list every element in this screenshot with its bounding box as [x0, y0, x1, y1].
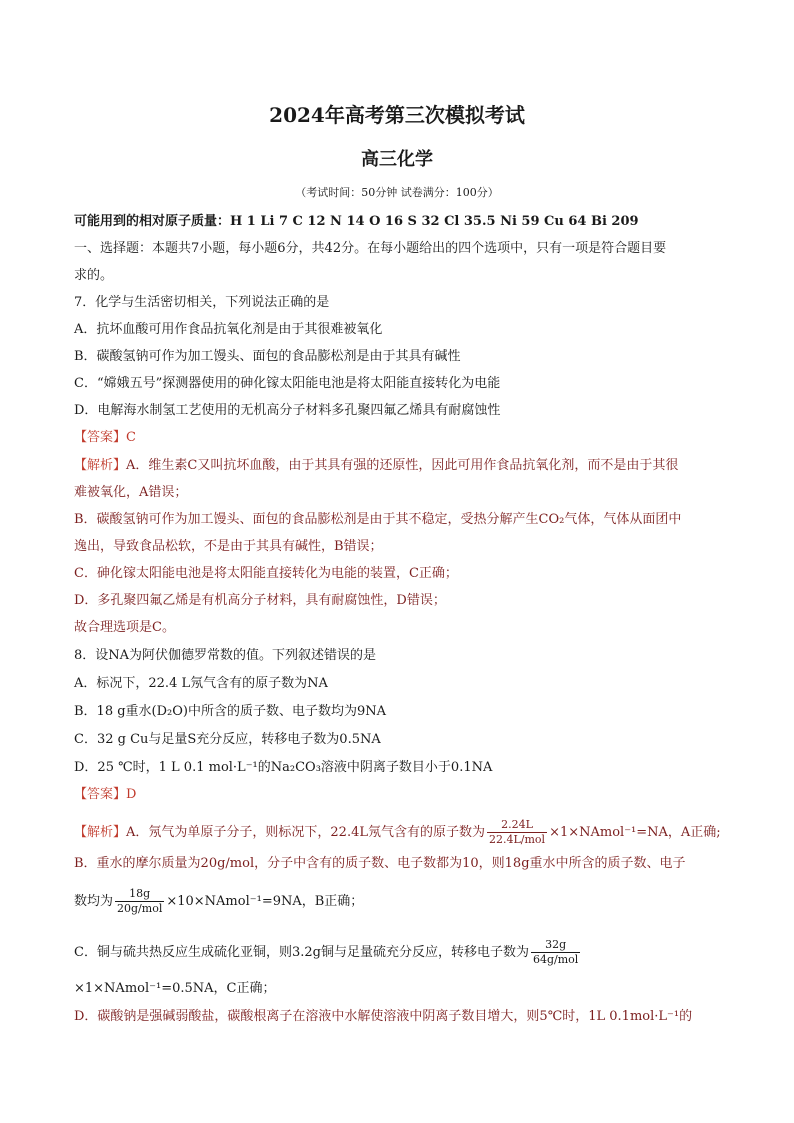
q8-analysis-c-text: C．铜与硫共热反应生成硫化亚铜，则3.2g铜与足量硫充分反应，转移电子数为 [74, 945, 529, 960]
q8-analysis-d: D．碳酸钠是强碱弱酸盐，碳酸根离子在溶液中水解使溶液中阴离子数目增大，则5℃时，1L 0.1mol·L⁻¹的 [74, 1009, 693, 1024]
q8-answer: 【答案】D [74, 787, 137, 802]
fraction-denominator: 20g/mol [117, 902, 163, 915]
q7-option-a: A．抗坏血酸可用作食品抗氧化剂是由于其很难被氧化 [74, 322, 383, 337]
q7-analysis-label: 【解析】 [74, 458, 127, 473]
q7-stem: 7．化学与生活密切相关，下列说法正确的是 [74, 295, 330, 310]
q7-answer: 【答案】C [74, 430, 136, 445]
section-intro-line1: 一、选择题：本题共7小题，每小题6分，共42分。在每小题给出的四个选项中，只有一项是符合题目要 [74, 241, 667, 256]
q7-option-c: C．“嫦娥五号”探测器使用的砷化镓太阳能电池是将太阳能直接转化为电能 [74, 376, 501, 391]
q7-analysis-line4: 逸出，导致食品松软，不是由于其具有碱性，B错误； [74, 539, 383, 554]
q8-analysis-a-tail: ×1×NAmol⁻¹=NA，A正确; [549, 825, 721, 840]
q8-option-a: A．标况下，22.4 L氖气含有的原子数为NA [74, 676, 328, 691]
q7-analysis-text: A．维生素C又叫抗坏血酸，由于其具有强的还原性，因此可用作食品抗氧化剂，而不是由于其很 [126, 458, 679, 473]
section-intro-line2: 求的。 [74, 268, 114, 283]
q7-analysis-line2: 难被氧化，A错误； [74, 485, 188, 500]
fraction-numerator: 32g [531, 938, 580, 953]
q7-analysis-line1 [74, 457, 678, 475]
q8-option-c: C．32 g Cu与足量S充分反应，转移电子数为0.5NA [74, 732, 381, 747]
q8-analysis-c-line2: ×1×NAmol⁻¹=0.5NA，C正确； [74, 981, 276, 996]
q8-stem: 8．设NA为阿伏伽德罗常数的值。下列叙述错误的是 [74, 648, 377, 663]
q8-fraction-b [115, 887, 164, 916]
exam-subtitle: 高三化学 [361, 149, 433, 170]
q8-analysis-a-text: A．氖气为单原子分子，则标况下，22.4L氖气含有的原子数为 [126, 825, 485, 840]
q8-analysis-b-text: 数均为 [74, 894, 114, 909]
q8-fraction-c [531, 938, 580, 967]
fraction-numerator: 18g [115, 887, 164, 902]
q7-analysis-line6: D．多孔聚四氟乙烯是有机高分子材料，具有耐腐蚀性，D错误； [74, 593, 446, 608]
q8-fraction-a [487, 818, 547, 847]
q8-analysis-c-line1 [74, 938, 582, 967]
q7-analysis-line5: C．砷化镓太阳能电池是将太阳能直接转化为电能的装置，C正确； [74, 566, 458, 581]
q7-analysis-line3: B．碳酸氢钠可作为加工馒头、面包的食品膨松剂是由于其不稳定，受热分解产生CO₂气体，气体从面团中 [74, 512, 682, 527]
exam-title: 2024年高考第三次模拟考试 [269, 103, 525, 127]
q8-option-d: D．25 ℃时，1 L 0.1 mol·L⁻¹的Na₂CO₃溶液中阴离子数目小于0.1NA [74, 760, 493, 775]
q8-analysis-b-tail: ×10×NAmol⁻¹=9NA，B正确； [166, 894, 364, 909]
q8-analysis-b-line1: B．重水的摩尔质量为20g/mol，分子中含有的质子数、电子数都为10，则18g重水中所含的质子数、电子 [74, 856, 686, 871]
q7-option-b: B．碳酸氢钠可作为加工馒头、面包的食品膨松剂是由于其具有碱性 [74, 349, 461, 364]
fraction-denominator: 64g/mol [532, 953, 579, 966]
fraction-denominator: 22.4L/mol [488, 833, 546, 846]
q8-analysis-a [74, 818, 721, 847]
atomic-masses: 可能用到的相对原子质量：H 1 Li 7 C 12 N 14 O 16 S 32 Cl 35.5 Ni 59 Cu 64 Bi 209 [74, 214, 639, 229]
q8-analysis-b-line2 [74, 887, 363, 916]
q8-analysis-label: 【解析】 [74, 825, 127, 840]
exam-time-info: （考试时间：50分钟 试卷满分：100分） [295, 186, 499, 199]
fraction-numerator: 2.24L [487, 818, 547, 833]
q8-option-b: B．18 g重水(D₂O)中所含的质子数、电子数均为9NA [74, 704, 387, 719]
q7-analysis-line7: 故合理选项是C。 [74, 620, 175, 635]
q7-option-d: D．电解海水制氢工艺使用的无机高分子材料多孔聚四氟乙烯具有耐腐蚀性 [74, 403, 501, 418]
